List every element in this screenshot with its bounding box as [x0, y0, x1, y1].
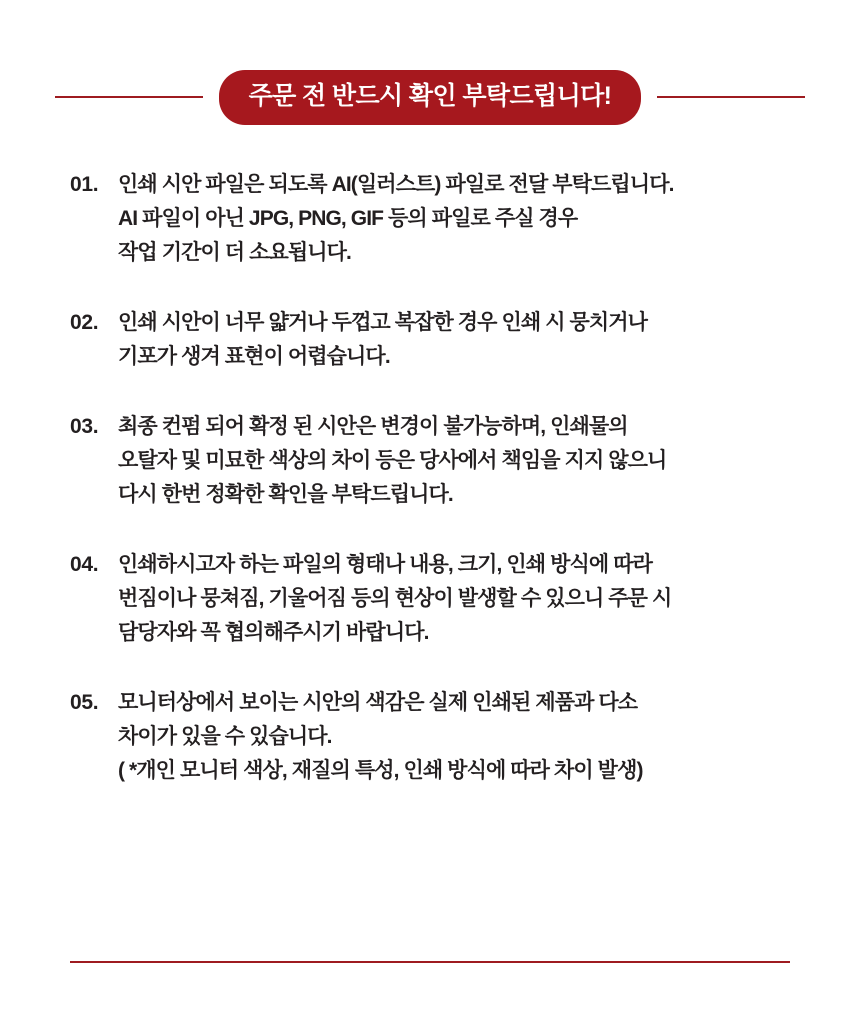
- notice-line: AI 파일이 아닌 JPG, PNG, GIF 등의 파일로 주실 경우: [118, 207, 578, 231]
- notice-line: 인쇄 시안이 너무 얇거나 두껍고 복잡한 경우 인쇄 시 뭉치거나: [118, 311, 648, 335]
- notice-line: 최종 컨펌 되어 확정 된 시안은 변경이 불가능하며, 인쇄물의: [118, 415, 628, 439]
- notice-line: 번짐이나 뭉쳐짐, 기울어짐 등의 현상이 발생할 수 있으니 주문 시: [118, 587, 672, 611]
- notice-number: 04.: [70, 553, 99, 577]
- notice-body: [118, 168, 820, 270]
- notice-line: 인쇄하시고자 하는 파일의 형태나 내용, 크기, 인쇄 방식에 따라: [118, 553, 652, 577]
- notice-body: [118, 410, 820, 512]
- notice-list: [0, 168, 860, 788]
- notice-line: 기포가 생겨 표현이 어렵습니다.: [118, 345, 390, 369]
- footer-divider: [70, 961, 790, 963]
- notice-number: 05.: [70, 691, 99, 715]
- notice-body: [118, 686, 820, 788]
- notice-line: 차이가 있을 수 있습니다.: [118, 725, 332, 749]
- notice-line: ( *개인 모니터 색상, 재질의 특성, 인쇄 방식에 따라 차이 발생): [118, 759, 643, 783]
- header-rule-left: [55, 96, 203, 98]
- page-header: [0, 62, 860, 132]
- notice-line: 오탈자 및 미묘한 색상의 차이 등은 당사에서 책임을 지지 않으니: [118, 449, 667, 473]
- notice-number: 01.: [70, 173, 99, 196]
- notice-number: 03.: [70, 415, 99, 439]
- notice-body: [118, 306, 820, 374]
- notice-line: 인쇄 시안 파일은 되도록 AI(일러스트) 파일로 전달 부탁드립니다.: [118, 173, 674, 196]
- notice-line: 모니터상에서 보이는 시안의 색감은 실제 인쇄된 제품과 다소: [118, 691, 638, 715]
- list-item: [70, 686, 820, 788]
- list-item: [70, 306, 820, 374]
- notice-line: 다시 한번 정확한 확인을 부탁드립니다.: [118, 483, 453, 507]
- notice-line: 담당자와 꼭 협의해주시기 바랍니다.: [118, 621, 429, 645]
- notice-body: [118, 548, 820, 650]
- header-rule-right: [657, 96, 805, 98]
- list-item: [70, 548, 820, 650]
- page-title-badge: 주문 전 반드시 확인 부탁드립니다!: [219, 70, 642, 125]
- list-item: [70, 168, 820, 270]
- notice-line: 작업 기간이 더 소요됩니다.: [118, 241, 351, 265]
- notice-number: 02.: [70, 311, 99, 335]
- list-item: [70, 410, 820, 512]
